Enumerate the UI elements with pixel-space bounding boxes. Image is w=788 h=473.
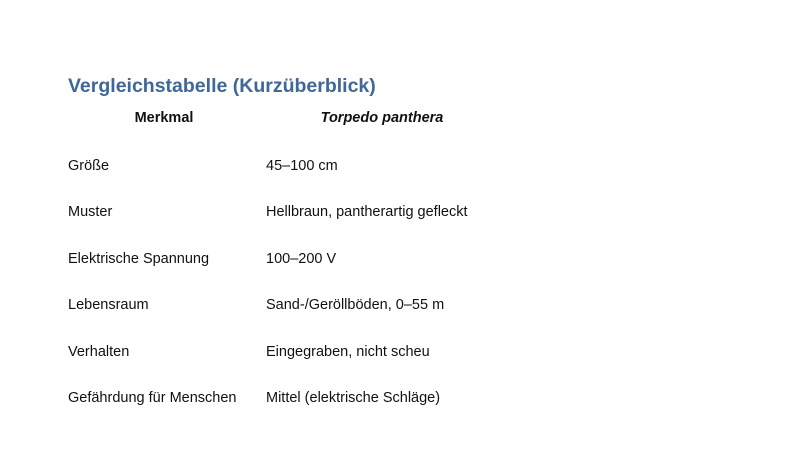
table-row xyxy=(0,387,788,409)
table-row xyxy=(0,294,788,316)
row-value: 100–200 V xyxy=(266,251,337,267)
table-row xyxy=(0,248,788,270)
column-header-merkmal: Merkmal xyxy=(134,110,194,126)
row-value: Hellbraun, pantherartig gefleckt xyxy=(266,204,468,220)
row-value: Eingegraben, nicht scheu xyxy=(266,344,430,360)
table-title: Vergleichstabelle (Kurzüberblick) xyxy=(68,75,376,97)
table-row xyxy=(0,155,788,177)
row-value: 45–100 cm xyxy=(266,158,338,174)
row-label: Muster xyxy=(68,204,113,220)
column-header-species: Torpedo panthera xyxy=(320,110,444,126)
row-value: Sand-/Geröllböden, 0–55 m xyxy=(266,297,445,313)
row-label: Verhalten xyxy=(68,344,130,360)
row-label: Gefährdung für Menschen xyxy=(68,390,237,406)
row-label: Elektrische Spannung xyxy=(68,251,210,267)
row-label: Größe xyxy=(68,158,110,174)
row-label: Lebensraum xyxy=(68,297,149,313)
row-value: Mittel (elektrische Schläge) xyxy=(266,390,441,406)
table-row xyxy=(0,201,788,223)
table-row xyxy=(0,341,788,363)
